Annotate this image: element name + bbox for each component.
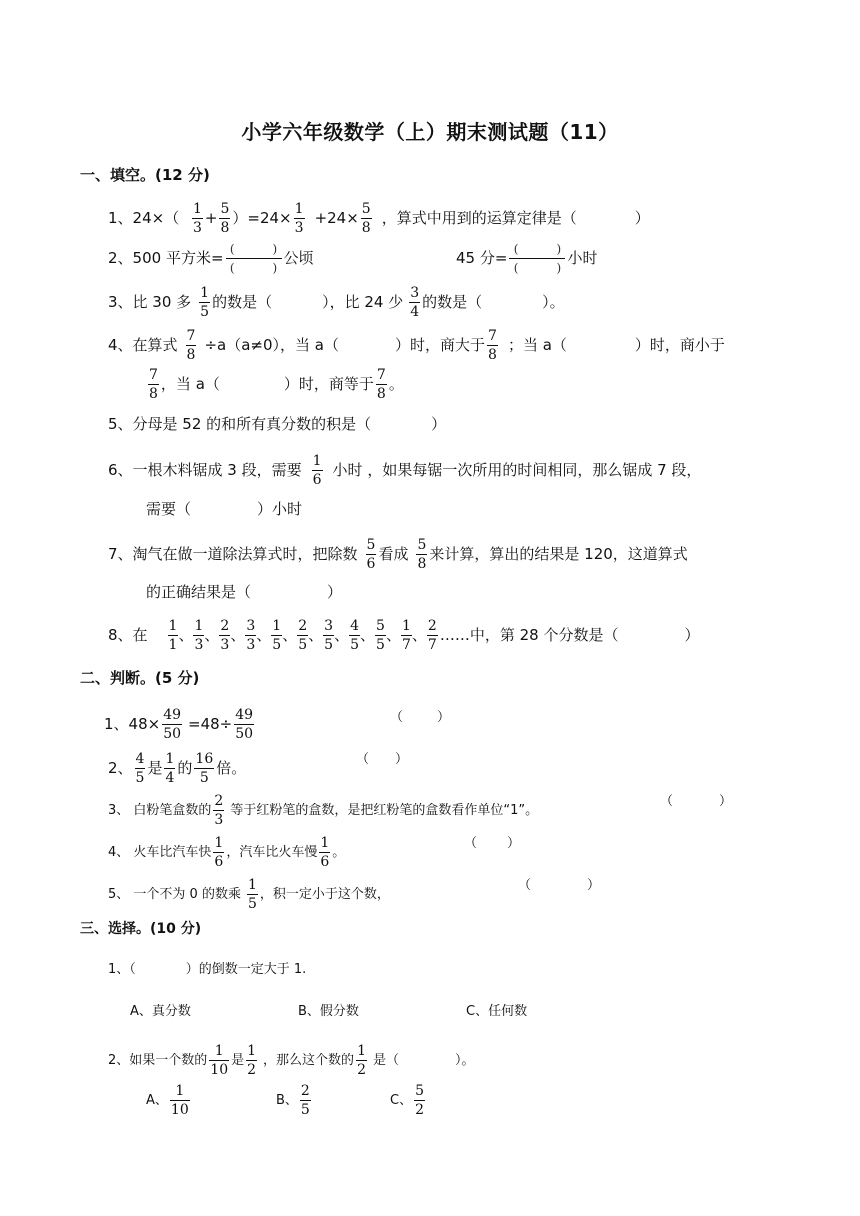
text: 1、24×（ <box>108 209 180 227</box>
denominator: 8 <box>488 347 497 363</box>
judge-question-3 <box>108 792 538 829</box>
numerator: 5 <box>417 537 427 553</box>
denominator: 4 <box>410 304 420 320</box>
denominator: 2 <box>247 1062 257 1078</box>
judge-question-4 <box>108 834 345 871</box>
fraction <box>170 1082 190 1119</box>
text: 是（ <box>372 1053 399 1068</box>
separator: 、 <box>256 626 272 644</box>
blank-numerator <box>226 240 282 259</box>
fill-question-6-cont <box>146 499 302 519</box>
denominator: 6 <box>214 854 224 870</box>
denominator: 5 <box>199 770 209 786</box>
numerator: 1 <box>357 1043 366 1059</box>
choice-2-option-a <box>146 1082 192 1119</box>
fraction <box>246 1042 257 1079</box>
fraction <box>186 327 197 364</box>
numerator: 2 <box>214 793 224 809</box>
text: ÷a（a≠0），当 a（ <box>204 336 339 354</box>
sequence-fraction <box>323 617 334 654</box>
text: +24× <box>314 209 359 227</box>
text: ，当 a（ <box>160 375 220 393</box>
choice-2-option-b <box>276 1082 313 1119</box>
judge-question-2 <box>108 750 246 787</box>
text: ，汽车比火车慢 <box>226 845 318 860</box>
text: ）。 <box>542 293 565 311</box>
numerator: 2 <box>298 618 308 634</box>
text: 1、（ <box>108 962 136 977</box>
judge-question-5 <box>108 876 390 913</box>
paren: （ <box>660 794 674 809</box>
separator: 、 <box>282 626 298 644</box>
fraction <box>366 536 377 573</box>
numerator: 5 <box>376 618 385 634</box>
paren: ( <box>229 261 235 275</box>
fraction <box>247 876 258 913</box>
text: 是 <box>147 759 163 777</box>
fraction <box>164 750 175 787</box>
denominator: 3 <box>294 220 304 236</box>
denominator: 4 <box>165 770 175 786</box>
judge-answer-4 <box>464 834 520 854</box>
sequence-fraction <box>219 617 230 654</box>
text: 3、 白粉笔盒数的 <box>108 803 212 818</box>
text: 6、一根木料锯成 3 段，需要 <box>108 461 302 479</box>
text: ）。 <box>455 1053 475 1068</box>
numerator: 3 <box>246 618 256 634</box>
denominator: 10 <box>210 1062 229 1078</box>
denominator: 10 <box>170 1102 189 1118</box>
judge-answer-1 <box>390 708 450 728</box>
denominator: 5 <box>272 637 282 653</box>
text: 看成 <box>378 545 409 563</box>
text: ）=24× <box>232 209 292 227</box>
fraction <box>199 284 210 321</box>
paren: ） <box>437 710 451 725</box>
denominator: 5 <box>200 304 210 320</box>
text: 1、48× <box>104 715 161 733</box>
text: ）时，商小于 <box>634 336 725 354</box>
sequence-fraction <box>193 617 204 654</box>
separator: 、 <box>411 626 427 644</box>
numerator: 2 <box>427 618 437 634</box>
fraction <box>300 1082 311 1119</box>
denominator: 50 <box>163 726 182 742</box>
choice-2-option-c <box>390 1082 427 1119</box>
fill-question-3 <box>108 284 565 321</box>
text: 的数是（ <box>422 293 483 311</box>
denominator: 8 <box>149 386 158 402</box>
text: 需要（ <box>146 500 192 518</box>
paren: ） <box>507 836 521 851</box>
numerator: 1 <box>312 453 322 469</box>
separator: 、 <box>334 626 350 644</box>
denominator: 8 <box>417 556 427 572</box>
text: ）小时 <box>257 500 303 518</box>
sequence-fraction <box>427 617 438 654</box>
fraction <box>356 1042 367 1079</box>
numerator: 7 <box>186 328 196 344</box>
fill-question-1 <box>108 200 650 237</box>
fill-question-4-cont <box>146 366 404 403</box>
page-title: 小学六年级数学（上）期末测试题（11） <box>241 120 619 144</box>
text: 2、 <box>108 759 133 777</box>
text: A、 <box>146 1093 168 1108</box>
sequence-fraction <box>349 617 360 654</box>
fraction <box>213 792 224 829</box>
numerator: 5 <box>361 201 371 217</box>
denominator: 5 <box>298 637 308 653</box>
denominator: 8 <box>220 220 230 236</box>
paren: ( <box>229 242 235 256</box>
fraction <box>209 1042 229 1079</box>
denominator: 5 <box>376 637 385 653</box>
numerator: 1 <box>214 835 224 851</box>
text: =48÷ <box>188 715 233 733</box>
fraction <box>219 200 230 237</box>
fraction <box>234 706 254 743</box>
text: 是 <box>231 1053 245 1068</box>
sequence-fraction <box>401 617 412 654</box>
numerator: 16 <box>195 751 214 767</box>
text: 2、如果一个数的 <box>108 1053 208 1068</box>
section-fill-heading: 一、填空。(12 分) <box>80 166 210 184</box>
fraction <box>213 834 224 871</box>
denominator: 3 <box>214 812 224 828</box>
section-choice-heading: 三、选择。(10 分) <box>80 921 202 937</box>
fill-question-8 <box>108 617 699 654</box>
paren: （ <box>464 836 478 851</box>
text: ）的倒数一定大于 1. <box>185 962 307 977</box>
judge-answer-2 <box>356 750 408 770</box>
fill-question-2 <box>108 240 314 277</box>
text: 7、淘气在做一道除法算式时，把除数 <box>108 545 358 563</box>
choice-1-option-a: A、真分数 <box>130 1004 191 1019</box>
denominator: 6 <box>312 472 322 488</box>
separator: 、 <box>178 626 194 644</box>
denominator: 8 <box>376 386 386 402</box>
paren: ） <box>587 878 601 893</box>
denominator: 1 <box>168 637 178 653</box>
numerator: 49 <box>235 707 254 723</box>
paren: ） <box>395 752 409 767</box>
numerator: 1 <box>401 618 411 634</box>
text: 45 分= <box>456 249 508 267</box>
fraction <box>312 452 323 489</box>
fraction <box>319 834 330 871</box>
separator: 、 <box>385 626 401 644</box>
denominator: 5 <box>324 637 334 653</box>
fraction <box>294 200 305 237</box>
text: 小时 ，如果每锯一次所用的时间相同，那么锯成 7 段， <box>332 461 702 479</box>
blank-fraction <box>226 240 282 277</box>
fill-question-2b <box>456 240 597 277</box>
denominator: 2 <box>415 1102 424 1118</box>
choice-1-option-b: B、假分数 <box>298 1004 359 1019</box>
fraction <box>376 366 387 403</box>
text: B、 <box>276 1093 298 1108</box>
denominator: 7 <box>427 637 437 653</box>
text: ……中，第 28 个分数是（ <box>439 626 619 644</box>
blank-denominator <box>509 259 565 277</box>
numerator: 1 <box>168 618 178 634</box>
text: 4、 火车比汽车快 <box>108 845 212 860</box>
numerator: 1 <box>247 877 257 893</box>
text: ；当 a（ <box>507 336 567 354</box>
text: ） <box>634 209 650 227</box>
blank-numerator <box>509 240 565 259</box>
text: ） <box>327 583 343 601</box>
sequence-fraction <box>271 617 282 654</box>
denominator: 2 <box>357 1062 366 1078</box>
separator: 、 <box>230 626 246 644</box>
fill-question-7 <box>108 536 688 573</box>
denominator: 5 <box>350 637 360 653</box>
denominator: 3 <box>220 637 230 653</box>
sequence-fraction <box>375 617 386 654</box>
judge-answer-5 <box>518 876 600 896</box>
sequence-fraction <box>168 617 179 654</box>
text: ）时，商大于 <box>395 336 486 354</box>
paren: ) <box>272 261 278 275</box>
text: 倍。 <box>216 759 247 777</box>
numerator: 1 <box>320 835 330 851</box>
text: ） <box>684 626 700 644</box>
text: 。 <box>332 845 346 860</box>
denominator: 7 <box>401 637 411 653</box>
text: ，算式中用到的运算定律是（ <box>381 209 577 227</box>
denominator: 3 <box>192 220 202 236</box>
denominator: 6 <box>366 556 376 572</box>
denominator: 8 <box>186 347 196 363</box>
fraction <box>416 536 427 573</box>
paren: ) <box>556 261 562 275</box>
paren: ) <box>272 242 278 256</box>
fraction-sequence <box>166 618 440 653</box>
paren: （ <box>518 878 532 893</box>
numerator: 1 <box>165 751 175 767</box>
numerator: 49 <box>163 707 182 723</box>
denominator: 5 <box>300 1102 310 1118</box>
denominator: 5 <box>135 770 145 786</box>
numerator: 5 <box>415 1083 424 1099</box>
text: 。 <box>388 375 404 393</box>
choice-question-1 <box>108 960 306 980</box>
sequence-fraction <box>297 617 308 654</box>
numerator: 7 <box>376 367 386 383</box>
fraction <box>409 284 420 321</box>
fraction <box>361 200 372 237</box>
denominator: 3 <box>194 637 204 653</box>
text: ，积一定小于这个数， <box>259 887 390 902</box>
judge-answer-3 <box>660 792 732 812</box>
fill-question-6 <box>108 452 701 489</box>
text: 5、分母是 52 的和所有真分数的积是（ <box>108 415 372 433</box>
paren: ( <box>513 261 519 275</box>
numerator: 4 <box>135 751 145 767</box>
paren: ) <box>556 242 562 256</box>
fraction <box>162 706 182 743</box>
numerator: 1 <box>170 1082 190 1101</box>
fraction <box>414 1082 425 1119</box>
numerator: 1 <box>209 1042 229 1061</box>
fraction <box>148 366 159 403</box>
numerator: 3 <box>324 618 334 634</box>
separator: 、 <box>204 626 220 644</box>
numerator: 7 <box>149 367 158 383</box>
numerator: 4 <box>350 618 360 634</box>
numerator: 1 <box>200 285 210 301</box>
numerator: 7 <box>488 328 497 344</box>
text: 8、在 <box>108 626 148 644</box>
text: C、 <box>390 1093 413 1108</box>
fill-question-7-cont <box>146 582 342 602</box>
text: ）时，商等于 <box>283 375 374 393</box>
blank-denominator <box>226 259 282 277</box>
fill-question-5 <box>108 414 446 434</box>
numerator: 1 <box>192 201 202 217</box>
denominator: 3 <box>246 637 256 653</box>
text: 的数是（ <box>212 293 273 311</box>
numerator: 2 <box>220 618 230 634</box>
sequence-fraction <box>245 617 256 654</box>
fill-question-4 <box>108 327 725 364</box>
denominator: 50 <box>235 726 254 742</box>
fraction <box>192 200 203 237</box>
text: 2、500 平方米= <box>108 249 224 267</box>
choice-1-option-c: C、任何数 <box>466 1004 528 1019</box>
numerator: 1 <box>294 201 304 217</box>
section-judge-heading: 二、判断。(5 分) <box>80 669 200 687</box>
numerator: 3 <box>410 285 420 301</box>
fraction <box>487 327 498 364</box>
separator: 、 <box>360 626 376 644</box>
text: ） <box>431 415 447 433</box>
blank-fraction <box>509 240 565 277</box>
denominator: 5 <box>247 896 257 912</box>
denominator: 6 <box>320 854 330 870</box>
text: ，那么这个数的 <box>263 1053 355 1068</box>
numerator: 5 <box>366 537 376 553</box>
fraction <box>135 750 146 787</box>
numerator: 5 <box>220 201 230 217</box>
text: 3、比 30 多 <box>108 293 192 311</box>
text: ），比 24 少 <box>322 293 404 311</box>
text: 5、 一个不为 0 的数乘 <box>108 887 241 902</box>
text: 公顷 <box>283 249 314 267</box>
text: 小时 <box>567 249 598 267</box>
denominator: 8 <box>361 220 371 236</box>
separator: 、 <box>308 626 324 644</box>
paren: （ <box>390 710 404 725</box>
text: 等于红粉笔的盒数，是把红粉笔的盒数看作单位“1”。 <box>230 803 539 818</box>
text: 的 <box>177 759 193 777</box>
choice-question-2 <box>108 1042 475 1079</box>
numerator: 1 <box>247 1043 257 1059</box>
text: 4、在算式 <box>108 336 178 354</box>
fraction <box>194 750 214 787</box>
numerator: 1 <box>272 618 282 634</box>
judge-question-1 <box>104 706 256 743</box>
text: + <box>204 209 218 227</box>
text: 来计算，算出的结果是 120，这道算式 <box>429 545 688 563</box>
paren: （ <box>356 752 370 767</box>
text: 的正确结果是（ <box>146 583 252 601</box>
numerator: 2 <box>300 1083 310 1099</box>
numerator: 1 <box>194 618 204 634</box>
paren: ( <box>513 242 519 256</box>
paren: ） <box>719 794 733 809</box>
